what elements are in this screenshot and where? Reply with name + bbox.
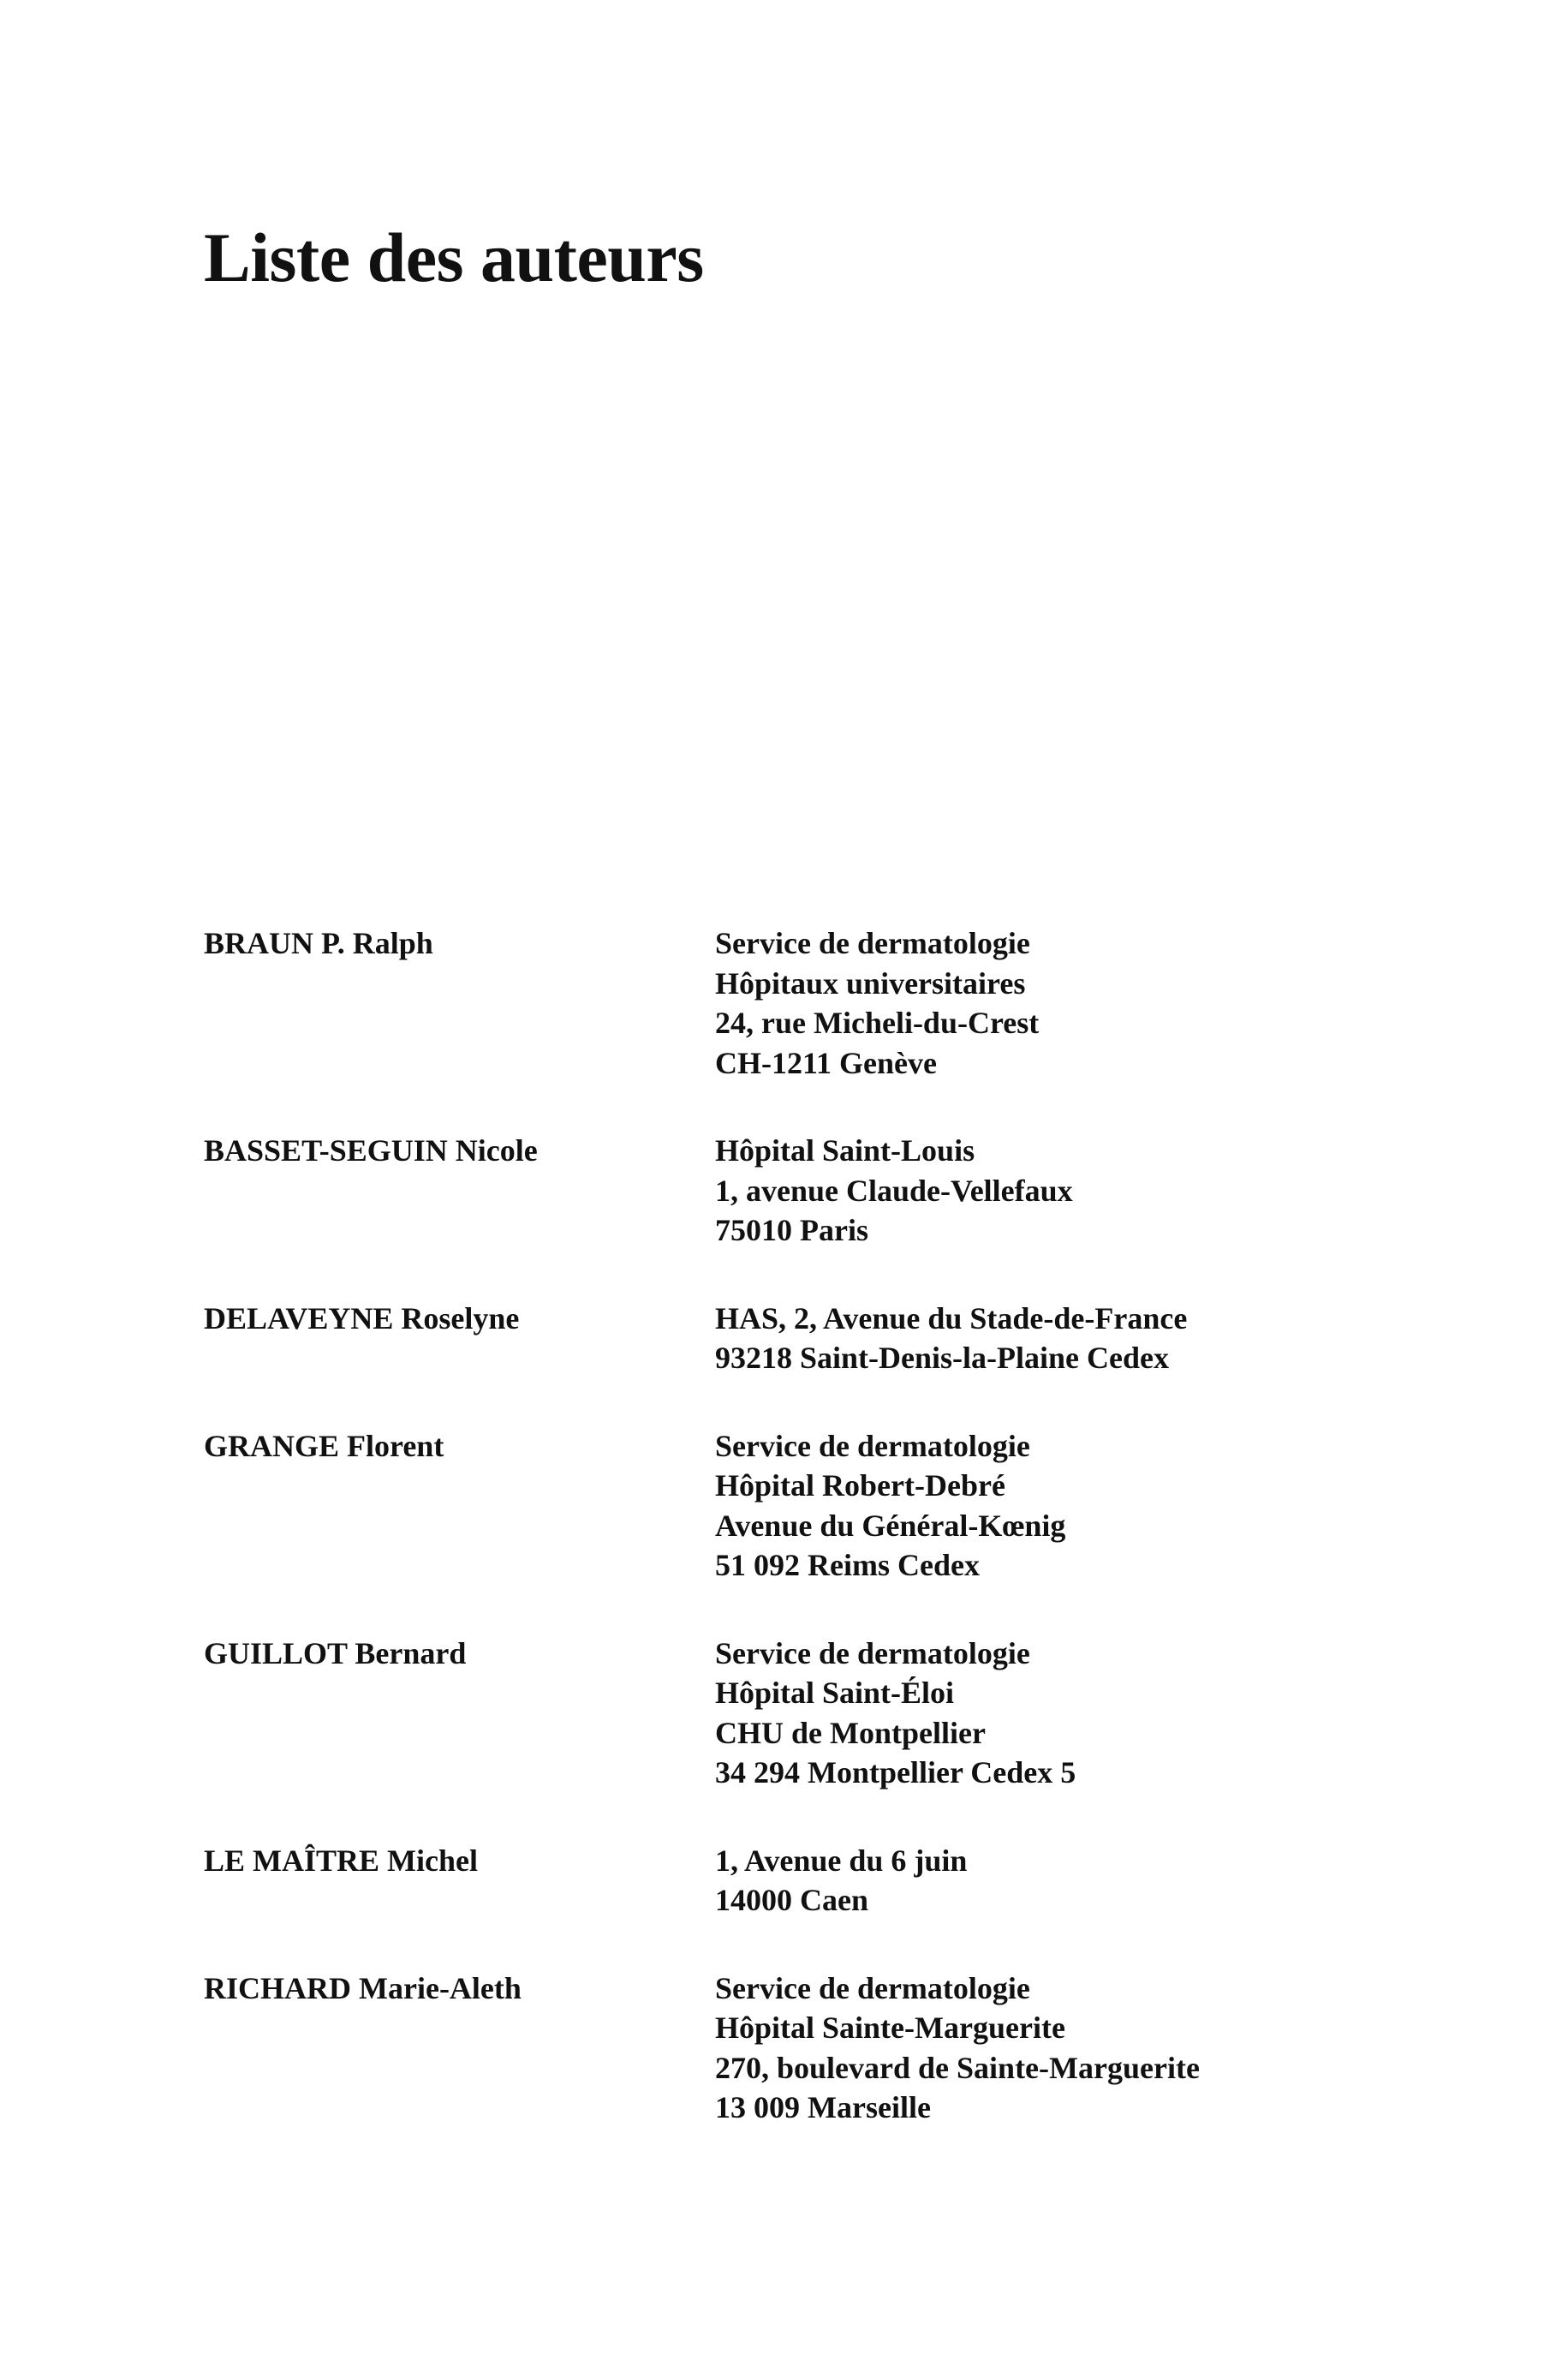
address-line: Service de dermatologie <box>715 1428 1030 1463</box>
address-line: 24, rue Micheli-du-Crest <box>715 1006 1040 1040</box>
address-line: Hôpital Robert-Debré <box>715 1468 1005 1503</box>
address-line: CHU de Montpellier <box>715 1715 986 1750</box>
author-address <box>715 1131 1446 1251</box>
author-address <box>715 1426 1446 1586</box>
address-line: 14000 Caen <box>715 1883 868 1917</box>
address-line: Hôpital Sainte-Marguerite <box>715 2011 1065 2045</box>
address-line: 270, boulevard de Sainte-Marguerite <box>715 2050 1200 2085</box>
address-line: 34 294 Montpellier Cedex 5 <box>715 1755 1076 1789</box>
address-line: 75010 Paris <box>715 1213 868 1247</box>
author-name: BASSET-SEGUIN Nicole <box>204 1133 538 1168</box>
author-address <box>715 1841 1446 1921</box>
address-line: 51 092 Reims Cedex <box>715 1548 980 1582</box>
author-entry <box>204 923 1446 1083</box>
author-name: GRANGE Florent <box>204 1428 444 1463</box>
author-name: GUILLOT Bernard <box>204 1635 467 1670</box>
address-line: CH-1211 Genève <box>715 1045 937 1080</box>
author-entry <box>204 1299 1446 1378</box>
address-line: Hôpital Saint-Éloi <box>715 1676 955 1710</box>
address-line: Hôpital Saint-Louis <box>715 1133 975 1168</box>
address-line: 13 009 Marseille <box>715 2090 931 2124</box>
authors-list <box>204 923 1446 2128</box>
author-entry <box>204 1841 1446 1921</box>
address-line: Avenue du Général-Kœnig <box>715 1508 1066 1543</box>
author-name: RICHARD Marie-Aleth <box>204 1970 522 2005</box>
address-line: Service de dermatologie <box>715 926 1030 960</box>
author-address <box>715 1969 1446 2128</box>
author-entry <box>204 1426 1446 1586</box>
address-line: HAS, 2, Avenue du Stade-de-France <box>715 1300 1188 1335</box>
address-line: 1, avenue Claude-Vellefaux <box>715 1173 1073 1208</box>
author-address <box>715 1299 1446 1378</box>
address-line: 93218 Saint-Denis-la-Plaine Cedex <box>715 1341 1169 1375</box>
author-entry <box>204 1969 1446 2128</box>
author-name: LE MAÎTRE Michel <box>204 1843 478 1878</box>
author-name: BRAUN P. Ralph <box>204 926 433 960</box>
address-line: Hôpitaux universitaires <box>715 965 1026 1001</box>
page-title: Liste des auteurs <box>204 218 704 296</box>
author-address <box>715 923 1446 1083</box>
author-entry <box>204 1634 1446 1793</box>
author-name: DELAVEYNE Roselyne <box>204 1300 520 1335</box>
address-line: 1, Avenue du 6 juin <box>715 1843 968 1878</box>
author-address <box>715 1634 1446 1793</box>
author-entry <box>204 1131 1446 1251</box>
address-line: Service de dermatologie <box>715 1970 1030 2005</box>
address-line: Service de dermatologie <box>715 1635 1030 1670</box>
